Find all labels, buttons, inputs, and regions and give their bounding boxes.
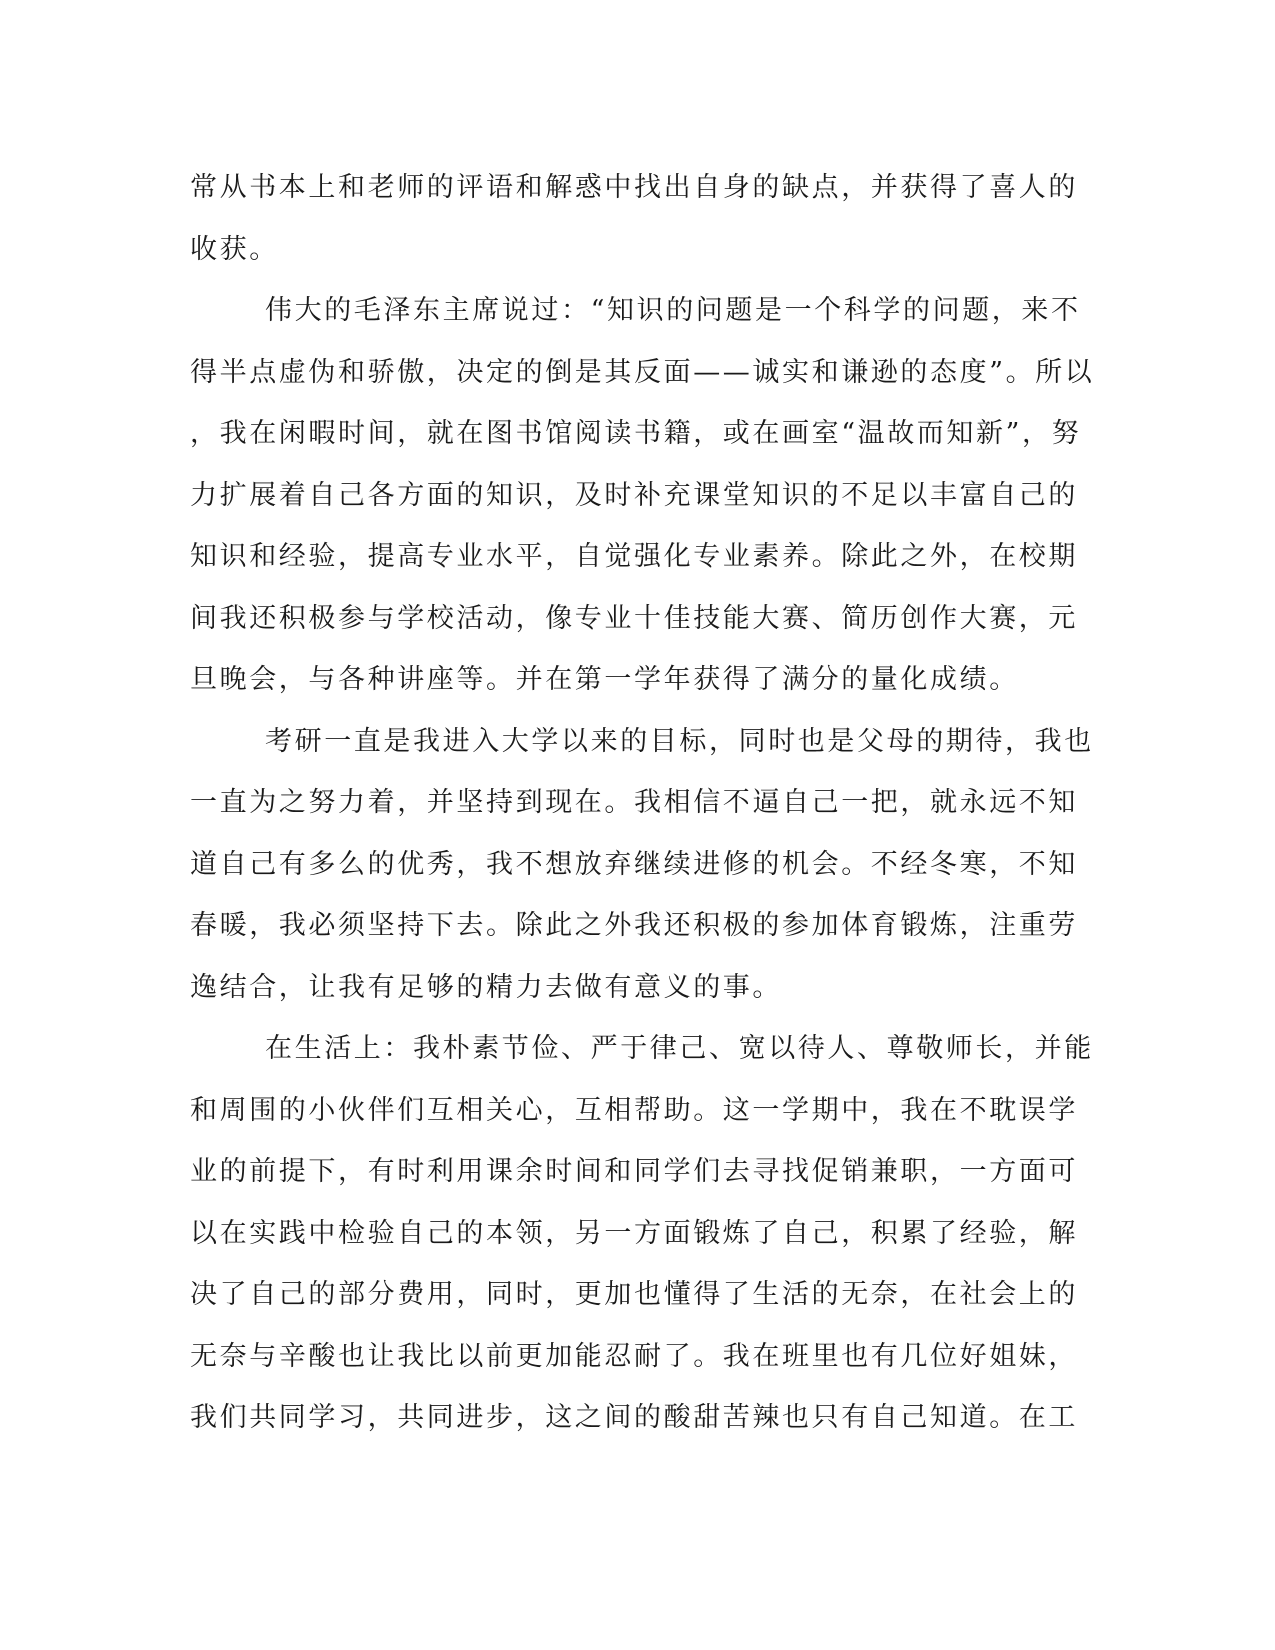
text-line: 决了自己的部分费用，同时，更加也懂得了生活的无奈，在社会上的 [190, 1279, 1078, 1310]
text-line: 道自己有多么的优秀，我不想放弃继续进修的机会。不经冬寒，不知 [190, 848, 1078, 880]
text-line: 收获。 [190, 233, 279, 265]
paragraph-start-line: 考研一直是我进入大学以来的目标，同时也是父母的期待，我也 [265, 725, 1094, 757]
paragraph-start-line: 在生活上：我朴素节俭、严于律己、宽以待人、尊敬师长，并能 [265, 1033, 1094, 1064]
paragraph-start-line: 伟大的毛泽东主席说过：“知识的问题是一个科学的问题，来不 [265, 295, 1081, 326]
text-line: 得半点虚伪和骄傲，决定的倒是其反面——诚实和谦逊的态度”。所以 [190, 356, 1095, 388]
text-line: 春暖，我必须坚持下去。除此之外我还积极的参加体育锻炼，注重劳 [190, 910, 1078, 941]
text-line: 以在实践中检验自己的本领，另一方面锻炼了自己，积累了经验，解 [190, 1217, 1078, 1249]
text-line: 和周围的小伙伴们互相关心，互相帮助。这一学期中，我在不耽误学 [190, 1094, 1078, 1126]
text-line: 一直为之努力着，并坚持到现在。我相信不逼自己一把，就永远不知 [190, 787, 1078, 818]
text-line: 逸结合，让我有足够的精力去做有意义的事。 [190, 971, 782, 1003]
text-line: 我们共同学习，共同进步，这之间的酸甜苦辣也只有自己知道。在工 [190, 1402, 1078, 1433]
text-line: 旦晚会，与各种讲座等。并在第一学年获得了满分的量化成绩。 [190, 664, 1019, 695]
text-line: 间我还积极参与学校活动，像专业十佳技能大赛、简历创作大赛，元 [190, 602, 1078, 634]
text-line: 知识和经验，提高专业水平，自觉强化专业素养。除此之外，在校期 [190, 541, 1078, 572]
text-line: 业的前提下，有时利用课余时间和同学们去寻找促销兼职，一方面可 [190, 1156, 1078, 1187]
text-line: 力扩展着自己各方面的知识，及时补充课堂知识的不足以丰富自己的 [190, 479, 1078, 511]
text-line: 无奈与辛酸也让我比以前更加能忍耐了。我在班里也有几位好姐妹， [190, 1340, 1078, 1372]
text-line: 常从书本上和老师的评语和解惑中找出自身的缺点，并获得了喜人的 [190, 172, 1078, 203]
text-line: ，我在闲暇时间，就在图书馆阅读书籍，或在画室“温故而知新”，努 [190, 418, 1082, 449]
document-body [190, 157, 1095, 1449]
